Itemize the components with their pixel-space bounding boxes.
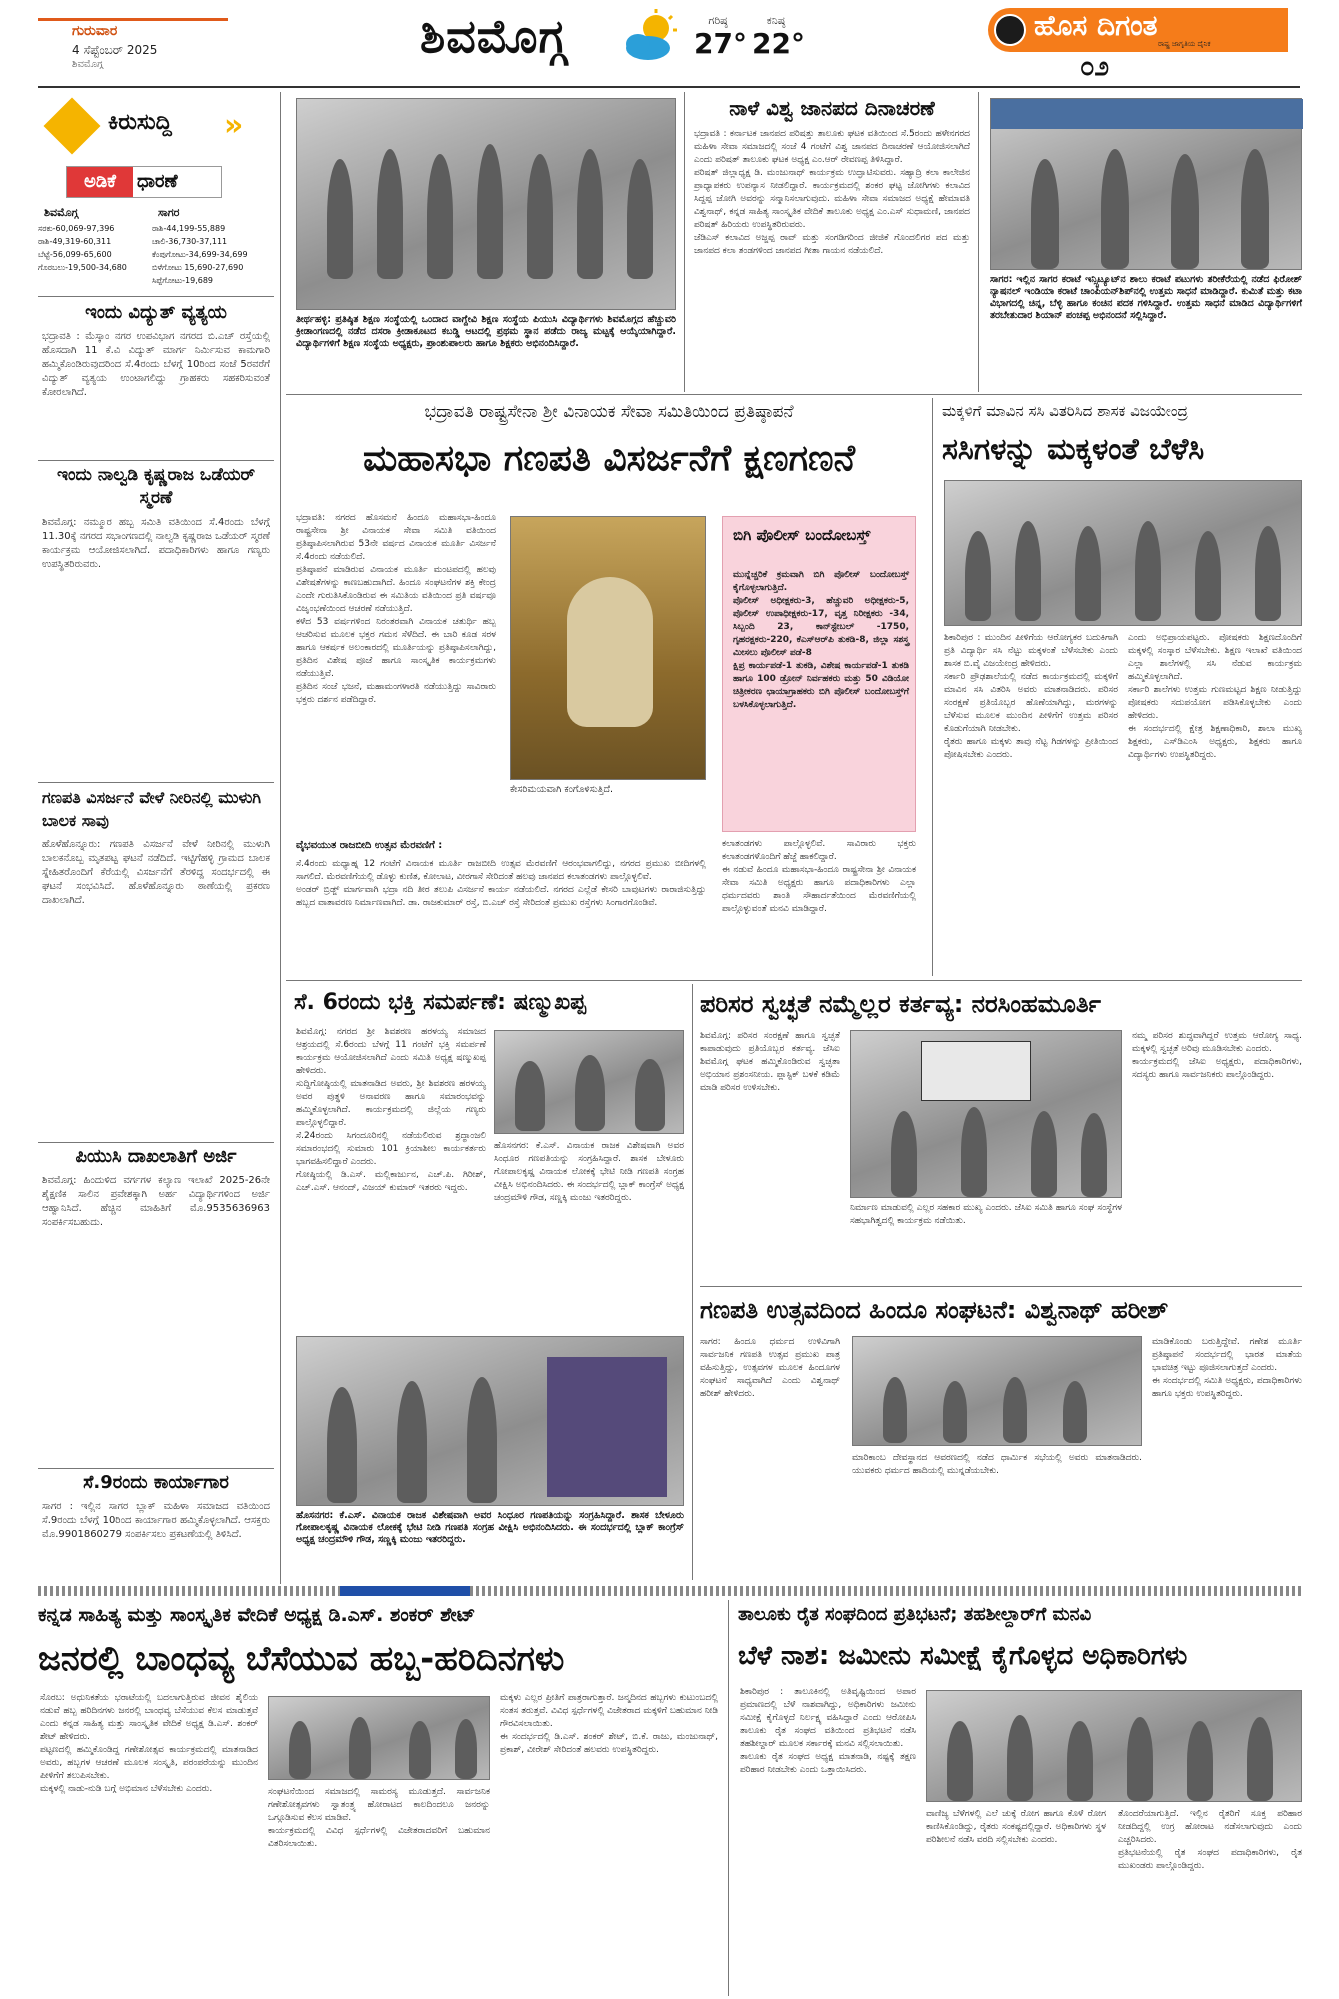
- jci-banner: [921, 1041, 1031, 1101]
- festival-kicker: ಕನ್ನಡ ಸಾಹಿತ್ಯ ಮತ್ತು ಸಾಂಸ್ಕೃತಿಕ ವೇದಿಕೆ ಅಧ್ಯಕ್ಷ ಡಿ.ಎಸ್. ಶಂಕರ್ ಶೇಟ್: [38, 1604, 476, 1626]
- hindu-unity-headline: ಗಣಪತಿ ಉತ್ಸವದಿಂದ ಹಿಂದೂ ಸಂಘಟನೆ: ವಿಶ್ವನಾಥ್ ಹರೀಶ್: [700, 1296, 1169, 1324]
- logo-emblem-icon: [994, 14, 1026, 46]
- max-temp-block: [694, 14, 747, 70]
- ganapati-idol-photo: [510, 516, 706, 780]
- price-list-left: ಸರಕು-60,069-97,396 ರಾಶಿ-49,319-60,311 ಬೆಟ್ಟೆ-56,099-65,600 ಗೊರಬಲು-19,500-34,680: [38, 224, 127, 272]
- max-temp-value: 27°: [694, 27, 747, 60]
- row-rule: [700, 1286, 1302, 1287]
- lead-kicker: ಭದ್ರಾವತಿ ರಾಷ್ಟ್ರಸೇನಾ ಶ್ರೀ ವಿನಾಯಕ ಸೇವಾ ಸಮಿತಿಯಿಂದ ಪ್ರತಿಷ್ಠಾಪನೆ: [424, 402, 794, 422]
- sidebar-divider: [280, 92, 281, 1584]
- farmers-protest-photo: [926, 1690, 1302, 1802]
- divider: [38, 1142, 274, 1143]
- column-divider: [978, 92, 979, 392]
- masthead-title: ಶಿವಮೊಗ್ಗ: [420, 9, 567, 63]
- city-label: ಶಿವಮೊಗ್ಗ: [72, 59, 104, 70]
- police-box-body: ಮುನ್ನೆಚ್ಚರಿಕೆ ಕ್ರಮವಾಗಿ ಬಿಗಿ ಪೊಲೀಸ್ ಬಂದೋಬಸ್ತ್ ಕೈಗೊಳ್ಳಲಾಗುತ್ತಿದೆ. ಪೊಲೀಸ್ ಅಧೀಕ್ಷಕರು-3, ಹೆಚ್ಚುವರಿ ಅಧೀಕ್ಷಕರು-5, ಪೊಲೀಸ್ ಉಪಾಧೀಕ್ಷಕರು-17, ವೃತ್ತ ನಿರೀಕ್ಷಕರು -34, ಸಿಬ್ಬಂದಿ 23, ಕಾನ್‌ಸ್ಟೇಬಲ್ -1750, ಗೃಹರಕ್ಷಕರು-220, ಕೆಎಸ್‌ಆರ್‌ಪಿ ತುಕಡಿ-8, ಜಿಲ್ಲಾ ಸಶಸ್ತ್ರ ಮೀಸಲು ಪೊಲೀಸ್ ಪಡೆ-8 ಕ್ಷಿಪ್ರ ಕಾರ್ಯಪಡೆ-1 ತುಕಡಿ, ವಿಶೇಷ ಕಾರ್ಯಪಡೆ-1 ತುಕಡಿ ಹಾಗೂ 100 ಡ್ರೋನ್ ನಿರ್ವಹಕರು ಮತ್ತು 50 ವಿಡಿಯೋ ಚಿತ್ರೀಕರಣ ಛಾಯಾಗ್ರಾಹಕರು ಬಿಗಿ ಪೊಲೀಸ್ ಬಂದೋಬಸ್ತ್‌ಗೆ ಬಳಸಿಕೊಳ್ಳಲಾಗುತ್ತಿದೆ.: [733, 570, 909, 710]
- police-box: [722, 516, 916, 832]
- max-temp-label: ಗರಿಷ್ಠ: [708, 14, 728, 27]
- sidebar: [38, 92, 274, 1584]
- sapling-body-col2: ಎಂದು ಅಭಿಪ್ರಾಯಪಟ್ಟರು. ಪೋಷಕರು ಶಿಕ್ಷಣದೊಂದಿಗೆ ಮಕ್ಕಳಲ್ಲಿ ಸಂಸ್ಕಾರ ಬೆಳೆಸಬೇಕು. ಶಿಕ್ಷಣ ಇಲಾಖೆ ವತಿಯಿಂದ ಎಲ್ಲಾ ಶಾಲೆಗಳಲ್ಲಿ ಸಸಿ ನೆಡುವ ಕಾರ್ಯಕ್ರಮ ಹಮ್ಮಿಕೊಳ್ಳಲಾಗಿದೆ. ಸರ್ಕಾರಿ ಶಾಲೆಗಳು ಉತ್ತಮ ಗುಣಮಟ್ಟದ ಶಿಕ್ಷಣ ನೀಡುತ್ತಿದ್ದು ಪೋಷಕರು ಸದುಪಯೋಗ ಪಡಿಸಿಕೊಳ್ಳಬೇಕು ಎಂದು ಹೇಳಿದರು. ಈ ಸಂದರ್ಭದಲ್ಲಿ ಕ್ಷೇತ್ರ ಶಿಕ್ಷಣಾಧಿಕಾರಿ, ಶಾಲಾ ಮುಖ್ಯ ಶಿಕ್ಷಕರು, ಎಸ್‌ಡಿಎಂಸಿ ಅಧ್ಯಕ್ಷರು, ಶಿಕ್ಷಕರು ಹಾಗೂ ವಿದ್ಯಾರ್ಥಿಗಳು ಉಪಸ್ಥಿತರಿದ್ದರು.: [1128, 633, 1302, 760]
- date-block: [38, 18, 228, 70]
- sapling-distribution-photo: [944, 480, 1302, 626]
- hindu-unity-body-b: ಮಾರಿಕಾಂಬ ದೇವಸ್ಥಾನದ ಆವರಣದಲ್ಲಿ ನಡೆದ ಧಾರ್ಮಿಕ ಸಭೆಯಲ್ಲಿ ಅವರು ಮಾತನಾಡಿದರು. ಯುವಕರು ಧರ್ಮದ ಹಾದಿಯಲ್ಲಿ ಮುನ್ನಡೆಯಬೇಕು.: [852, 1453, 1145, 1476]
- date-label: 4 ಸೆಪ್ಟೆಂಬರ್ 2025: [72, 43, 158, 57]
- jci-cleanliness-photo: [850, 1030, 1122, 1198]
- festival-prize-photo: [268, 1696, 490, 1780]
- karate-photo-caption: ಸಾಗರ: ಇಲ್ಲಿನ ಸಾಗರ ಕರಾಟೆ ಇನ್ಸ್ಟಿಟ್ಯೂಟ್‌ನ ಶಾಲು ಕರಾಟೆ ಪಟುಗಳು ತರೀಕೆರೆಯಲ್ಲಿ ನಡೆದ ಫಿರೋಶ್ ನ್ಯಾಷನಲ್ ಇಂಡಿಯಾ ಕರಾಟೆ ಚಾಂಪಿಯನ್‌ಶಿಪ್‌ನಲ್ಲಿ ಉತ್ತಮ ಸಾಧನೆ ಮಾಡಿದ್ದಾರೆ. ಕುಮಿತೆ ಮತ್ತು ಕಟಾ ವಿಭಾಗದಲ್ಲಿ ಚಿನ್ನ, ಬೆಳ್ಳಿ ಹಾಗೂ ಕಂಚಿನ ಪದಕ ಗಳಿಸಿದ್ದಾರೆ. ಉತ್ತಮ ಸಾಧನೆ ಮಾಡಿದ ವಿದ್ಯಾರ್ಥಿಗಳಿಗೆ ತರಬೇತುದಾರ ಶಿಯಾನ್ ಪಂಚಪ್ಪ ಅಭಿನಂದನೆ ಸಲ್ಲಿಸಿದ್ದಾರೆ.: [990, 274, 1306, 321]
- divider: [38, 1468, 274, 1469]
- weekday-label: ಗುರುವಾರ: [72, 23, 118, 39]
- divider: [38, 296, 274, 297]
- brief-body-wodeyar: ಶಿವಮೊಗ್ಗ: ನಮ್ಮೂರ ಹಬ್ಬ ಸಮಿತಿ ವತಿಯಿಂದ ಸೆ.4ರಂದು ಬೆಳಗ್ಗೆ 11.30ಕ್ಕೆ ನಗರದ ಸಭಾಂಗಣದಲ್ಲಿ ನಾಲ್ವಡಿ ಕೃಷ್ಣರಾಜ ಒಡೆಯರ್ ಸ್ಮರಣೆ ಕಾರ್ಯಕ್ರಮ ಆಯೋಜಿಸಲಾಗಿದೆ. ಪದಾಧಿಕಾರಿಗಳು ಹಾಗೂ ಗಣ್ಯರು ಉಪಸ್ಥಿತರಿರುವರು.: [42, 517, 274, 570]
- hindu-unity-body-a: ಸಾಗರ: ಹಿಂದೂ ಧರ್ಮದ ಉಳಿವಿಗಾಗಿ ಸಾರ್ವಜನಿಕ ಗಣಪತಿ ಉತ್ಸವ ಪ್ರಮುಖ ಪಾತ್ರ ವಹಿಸುತ್ತಿದ್ದು, ಉತ್ಸವಗಳ ಮೂಲಕ ಹಿಂದೂಗಳ ಸಂಘಟನೆ ಸಾಧ್ಯವಾಗಿದೆ ಎಂದು ವಿಶ್ವನಾಥ್ ಹರೀಶ್ ಹೇಳಿದರು.: [700, 1337, 843, 1399]
- row-rule: [286, 980, 1302, 981]
- divider: [38, 782, 274, 783]
- column-divider: [692, 984, 693, 1580]
- ganapati-collection-photo: [296, 1336, 684, 1506]
- hindu-unity-body-c: ಮಾಡಿಕೊಂಡು ಬರುತ್ತಿದ್ದೇವೆ. ಗಣೇಶ ಮೂರ್ತಿ ಪ್ರತಿಷ್ಠಾಪನೆ ಸಂದರ್ಭದಲ್ಲಿ ಭಾರತ ಮಾತೆಯ ಭಾವಚಿತ್ರ ಇಟ್ಟು ಪೂಜಿಸಲಾಗುತ್ತದೆ ಎಂದರು. ಈ ಸಂದರ್ಭದಲ್ಲಿ ಸಮಿತಿ ಅಧ್ಯಕ್ಷರು, ಪದಾಧಿಕಾರಿಗಳು ಹಾಗೂ ಭಕ್ತರು ಉಪಸ್ಥಿತರಿದ್ದರು.: [1152, 1337, 1302, 1399]
- devotion-headline: ಸೆ. 6ರಂದು ಭಕ್ತಿ ಸಮರ್ಪಣೆ: ಷಣ್ಮುಖಪ್ಪ: [294, 990, 586, 1015]
- cleanliness-body-c: ನಮ್ಮ ಪರಿಸರ ಶುದ್ಧವಾಗಿದ್ದರೆ ಉತ್ತಮ ಆರೋಗ್ಯ ಸಾಧ್ಯ. ಮಕ್ಕಳಲ್ಲಿ ಸ್ವಚ್ಛತೆ ಅರಿವು ಮೂಡಿಸಬೇಕು ಎಂದರು. ಕಾರ್ಯಕ್ರಮದಲ್ಲಿ ಜೆಸಿಐ ಅಧ್ಯಕ್ಷರು, ಪದಾಧಿಕಾರಿಗಳು, ಸದಸ್ಯರು ಹಾಗೂ ಸಾರ್ವಜನಿಕರು ಪಾಲ್ಗೊಂಡಿದ್ದರು.: [1132, 1031, 1302, 1080]
- farmers-body-c: ತೊಂದರೆಯಾಗುತ್ತಿದೆ. ಇಲ್ಲಿನ ರೈತರಿಗೆ ಸೂಕ್ತ ಪರಿಹಾರ ನೀಡದಿದ್ದಲ್ಲಿ ಉಗ್ರ ಹೋರಾಟ ನಡೆಸಲಾಗುವುದು ಎಂದು ಎಚ್ಚರಿಸಿದರು. ಪ್ರತಿಭಟನೆಯಲ್ಲಿ ರೈತ ಸಂಘದ ಪದಾಧಿಕಾರಿಗಳು, ರೈತ ಮುಖಂಡರು ಪಾಲ್ಗೊಂಡಿದ್ದರು.: [1118, 1809, 1302, 1871]
- lead-subhead: ವೈಭವಯುತ ರಾಜಬೀದಿ ಉತ್ಸವ ಮೆರವಣಿಗೆ :: [296, 840, 443, 851]
- column-divider: [932, 398, 933, 976]
- festival-body-b: ಸಂಘಟನೆಯಿಂದ ಸಮಾಜದಲ್ಲಿ ಸಾಮರಸ್ಯ ಮೂಡುತ್ತದೆ. ಸಾರ್ವಜನಿಕ ಗಣೇಶೋತ್ಸವಗಳು ಸ್ವಾತಂತ್ರ್ಯ ಹೋರಾಟದ ಕಾಲದಿಂದಲೂ ಜನರನ್ನು ಒಗ್ಗೂಡಿಸುವ ಕೆಲಸ ಮಾಡಿವೆ. ಕಾರ್ಯಕ್ರಮದಲ್ಲಿ ವಿವಿಧ ಸ್ಪರ್ಧೆಗಳಲ್ಲಿ ವಿಜೇತರಾದವರಿಗೆ ಬಹುಮಾನ ವಿತರಿಸಲಾಯಿತು.: [268, 1787, 490, 1849]
- poster-board: [547, 1357, 667, 1497]
- police-box-title: ಬಿಗಿ ಪೊಲೀಸ್ ಬಂದೋಬಸ್ತ್: [733, 526, 871, 544]
- column-divider: [728, 1600, 729, 1996]
- brief-title-drowning: ಗಣಪತಿ ವಿಸರ್ಜನೆ ವೇಳೆ ನೀರಿನಲ್ಲಿ ಮುಳುಗಿ ಬಾಲಕ ಸಾವು: [42, 788, 262, 830]
- folk-day-body: ಭದ್ರಾವತಿ : ಕರ್ನಾಟಕ ಜಾನಪದ ಪರಿಷತ್ತು ತಾಲೂಕು ಘಟಕ ವತಿಯಿಂದ ಸೆ.5ರಂದು ಹಳೇನಗರದ ಮಹಿಳಾ ಸೇವಾ ಸಮಾಜದಲ್ಲಿ ಸಂಜೆ 4 ಗಂಟೆಗೆ ವಿಶ್ವ ಜಾನಪದ ದಿನಾಚರಣೆ ಆಯೋಜಿಸಲಾಗಿದೆ ಎಂದು ಪರಿಷತ್ ತಾಲೂಕು ಘಟಕ ಅಧ್ಯಕ್ಷ ಎಂ.ಆರ್ ರೇವಣಪ್ಪ ತಿಳಿಸಿದ್ದಾರೆ. ಪರಿಷತ್ ಜಿಲ್ಲಾಧ್ಯಕ್ಷ ಡಿ. ಮಂಜುನಾಥ್ ಕಾರ್ಯಕ್ರಮ ಉದ್ಘಾಟಿಸುವರು. ಸಹ್ಯಾದ್ರಿ ಕಲಾ ಕಾಲೇಜಿನ ಪ್ರಾಧ್ಯಾಪಕರು ಉಪನ್ಯಾಸ ನೀಡಲಿದ್ದಾರೆ. ಕಾರ್ಯಕ್ರಮದಲ್ಲಿ ಶಂಕರ ಘಟ್ಟ ಜೋಗಿಗಳು ಕಲಾವಿದ ಸಿದ್ದಪ್ಪ ಜೋಗಿ ಅವರನ್ನು ಸನ್ಮಾನಿಸಲಾಗುವುದು. ಮಹಿಳಾ ಸೇವಾ ಸಮಾಜದ ಅಧ್ಯಕ್ಷೆ ಹೇಮಾವತಿ ವಿಶ್ವನಾಥ್, ಕನ್ನಡ ಸಾಹಿತ್ಯ ಸಾಂಸ್ಕೃತಿಕ ವೇದಿಕೆ ತಾಲೂಕು ಅಧ್ಯಕ್ಷ ಎಂ.ಎಸ್ ಸುಧಾಮಣಿ, ಜಾನಪದ ಪರಿಷತ್ ಹಿರಿಯರು ಉಪಸ್ಥಿತರಿರುವರು. ಜೆಡಿಎಸ್ ಕಲಾವಿದ ಅಜ್ಜಪ್ಪ ರಾವ್ ಮತ್ತು ಸಂಗಡಿಗರಿಂದ ಜೀಜಿಕೆ ಗೊಂದಲಿಗರ ಪದ ಮತ್ತು ಜಾನಪದ ಕಲಾ ತಂಡಗಳಿಂದ ಜಾನಪದ ಗೀತಾ ಗಾಯನ ನಡೆಯಲಿದೆ.: [694, 129, 970, 256]
- banner-strip: [991, 99, 1303, 129]
- chevron-right-icon: »: [224, 108, 244, 143]
- market-right-name: ಸಾಗರ: [158, 206, 180, 219]
- paper-logo: [988, 8, 1288, 52]
- bottom-band-accent: [340, 1586, 470, 1596]
- cleanliness-body-a: ಶಿವಮೊಗ್ಗ: ಪರಿಸರ ಸಂರಕ್ಷಣೆ ಹಾಗೂ ಸ್ವಚ್ಛತೆ ಕಾಪಾಡುವುದು ಪ್ರತಿಯೊಬ್ಬರ ಕರ್ತವ್ಯ. ಜೆಸಿಐ ಶಿವಮೊಗ್ಗ ಘಟಕ ಹಮ್ಮಿಕೊಂಡಿರುವ ಸ್ವಚ್ಛತಾ ಅಭಿಯಾನ ಪ್ರಶಂಸನೀಯ. ಪ್ಲಾಸ್ಟಿಕ್ ಬಳಕೆ ಕಡಿಮೆ ಮಾಡಿ ಪರಿಸರ ಉಳಿಸಬೇಕು.: [700, 1031, 843, 1093]
- brief-title-workshop: ಸೆ.9ರಂದು ಕಾರ್ಯಾಗಾರ: [83, 1472, 229, 1493]
- weather-icon: [622, 8, 682, 64]
- farmers-headline: ಬೆಳೆ ನಾಶ: ಜಮೀನು ಸಮೀಕ್ಷೆ ಕೈಗೊಳ್ಳದ ಅಧಿಕಾರಿಗಳು: [738, 1641, 1188, 1671]
- price-list-right: ರಾಶಿ-44,199-55,889 ಚಾಲಿ-36,730-37,111 ಕೆಂಪುಗೋಟು-34,699-34,699 ಬಿಳೆಗೋಟು 15,690-27,690 ಸಿಪ್ಪೆಗೋಟು-19,689: [152, 224, 248, 285]
- brief-body-workshop: ಸಾಗರ : ಇಲ್ಲಿನ ಸಾಗರ ಬ್ಲಾಕ್ ಮಹಿಳಾ ಸಮಾಜದ ವತಿಯಿಂದ ಸೆ.9ರಂದು ಬೆಳಗ್ಗೆ 10ರಿಂದ ಕಾರ್ಯಾಗಾರ ಹಮ್ಮಿಕೊಳ್ಳಲಾಗಿದೆ. ಆಸಕ್ತರು ಮೊ.9901860279 ಸಂಪರ್ಕಿಸಲು ಪ್ರಕಟಣೆಯಲ್ಲಿ ತಿಳಿಸಿದೆ.: [42, 1501, 274, 1540]
- farmers-kicker: ತಾಲೂಕು ರೈತ ಸಂಘದಿಂದ ಪ್ರತಿಭಟನೆ; ತಹಶೀಲ್ದಾರ್‌ಗೆ ಮನವಿ: [738, 1604, 1092, 1625]
- farmers-body-b: ವಾಣಿಜ್ಯ ಬೆಳೆಗಳಲ್ಲಿ ಎಲೆ ಚುಕ್ಕೆ ರೋಗ ಹಾಗೂ ಕೊಳೆ ರೋಗ ಕಾಣಿಸಿಕೊಂಡಿದ್ದು, ರೈತರು ಸಂಕಷ್ಟದಲ್ಲಿದ್ದಾರೆ. ಅಧಿಕಾರಿಗಳು ಸ್ಥಳ ಪರಿಶೀಲನೆ ನಡೆಸಿ ವರದಿ ಸಲ್ಲಿಸಬೇಕು ಎಂದರು.: [926, 1809, 1109, 1845]
- religious-meeting-photo: [852, 1336, 1142, 1446]
- lead-body-col2: ಸೆ.4ರಂದು ಮಧ್ಯಾಹ್ನ 12 ಗಂಟೆಗೆ ವಿನಾಯಕ ಮೂರ್ತಿ ರಾಜಬೀದಿ ಉತ್ಸವ ಮೆರವಣಿಗೆ ಆರಂಭವಾಗಲಿದ್ದು, ನಗರದ ಪ್ರಮುಖ ಬೀದಿಗಳಲ್ಲಿ ಸಾಗಲಿದೆ. ಮೆರವಣಿಗೆಯಲ್ಲಿ ಡೊಳ್ಳು ಕುಣಿತ, ಕೋಲಾಟ, ವೀರಗಾಸೆ ಸೇರಿದಂತೆ ಹಲವು ಜಾನಪದ ಕಲಾತಂಡಗಳು ಪಾಲ್ಗೊಳ್ಳಲಿವೆ. ಅಂಡರ್ ಬ್ರಿಡ್ಜ್ ಮಾರ್ಗವಾಗಿ ಭದ್ರಾ ನದಿ ತೀರ ತಲುಪಿ ವಿಸರ್ಜನೆ ಕಾರ್ಯ ನಡೆಯಲಿದೆ. ನಗರದ ಎಲ್ಲೆಡೆ ಕೇಸರಿ ಬಾವುಟಗಳು ರಾರಾಜಿಸುತ್ತಿದ್ದು ಹಬ್ಬದ ವಾತಾವರಣ ನಿರ್ಮಾಣವಾಗಿದೆ. ಡಾ. ರಾಜಕುಮಾರ್ ರಸ್ತೆ, ಬಿ.ಎಚ್ ರಸ್ತೆ ಸೇರಿದಂತೆ ಪ್ರಮುಖ ರಸ್ತೆಗಳು ಸಿಂಗಾರಗೊಂಡಿವೆ.: [296, 859, 706, 908]
- brief-title-power: ಇಂದು ವಿದ್ಯುತ್ ವ್ಯತ್ಯಯ: [85, 302, 227, 323]
- hand-pointer-icon: [43, 97, 100, 154]
- kirusuddi-banner: [44, 98, 266, 154]
- ganapati-collection-caption: ಹೊಸನಗರ: ಕೆ.ಎಸ್. ವಿನಾಯಕ ರಾಜಕ ವಿಶೇಷವಾಗಿ ಅವರ ಸಿಂಧೂರ ಗಣಪತಿಯನ್ನು ಸಂಗ್ರಹಿಸಿದ್ದಾರೆ. ಶಾಸಕ ಬೇಳೂರು ಗೋಪಾಲಕೃಷ್ಣ ವಿನಾಯಕ ಲೋಕಕ್ಕೆ ಭೇಟಿ ನೀಡಿ ಗಣಪತಿ ಸಂಗ್ರಹ ವೀಕ್ಷಿಸಿ ಅಭಿನಂದಿಸಿದರು. ಈ ಸಂದರ್ಭದಲ್ಲಿ ಬ್ಲಾಕ್ ಕಾಂಗ್ರೆಸ್ ಅಧ್ಯಕ್ಷ ಚಂದ್ರಮೌಳಿ ಗೌಡ, ಸಣ್ಣಕ್ಕಿ ಮಂಜು ಇತರರಿದ್ದರು.: [296, 1510, 688, 1545]
- karate-champions-photo: [990, 98, 1302, 270]
- row-rule: [286, 394, 1302, 395]
- press-meet-photo: [494, 1030, 684, 1134]
- brief-title-wodeyar: ಇಂದು ನಾಲ್ವಡಿ ಕೃಷ್ಣರಾಜ ಒಡೆಯರ್ ಸ್ಮರಣೆ: [56, 465, 256, 508]
- divider: [38, 460, 274, 461]
- brief-body-drowning: ಹೊಳೆಹೊನ್ನೂರು: ಗಣಪತಿ ವಿಸರ್ಜನೆ ವೇಳೆ ನೀರಿನಲ್ಲಿ ಮುಳುಗಿ ಬಾಲಕನೊಬ್ಬ ಮೃತಪಟ್ಟ ಘಟನೆ ನಡೆದಿದೆ. ಇಟ್ಟಿಗೆಹಳ್ಳಿ ಗ್ರಾಮದ ಬಾಲಕ ಸ್ನೇಹಿತರೊಂದಿಗೆ ಕೆರೆಯಲ್ಲಿ ವಿಸರ್ಜನೆಗೆ ತೆರಳಿದ್ದ ಸಂದರ್ಭದಲ್ಲಿ ಈ ಘಟನೆ ಸಂಭವಿಸಿದೆ. ಹೊಳೆಹೊನ್ನೂರು ಠಾಣೆಯಲ್ಲಿ ಪ್ರಕರಣ ದಾಖಲಾಗಿದೆ.: [42, 839, 274, 906]
- column-divider: [684, 92, 685, 392]
- paper-name: ಹೊಸ ದಿಗಂತ: [1034, 9, 1158, 42]
- paper-tagline: ರಾಷ್ಟ್ರ ಜಾಗೃತಿಯ ದೈನಿಕ: [1158, 40, 1211, 48]
- dharane-label: ಧಾರಣೆ: [137, 171, 178, 192]
- devotion-body: ಶಿವಮೊಗ್ಗ: ನಗರದ ಶ್ರೀ ಶಿವಶರಣ ಹರಳಯ್ಯ ಸಮಾಜದ ಆಶ್ರಯದಲ್ಲಿ ಸೆ.6ರಂದು ಬೆಳಗ್ಗೆ 11 ಗಂಟೆಗೆ ಭಕ್ತಿ ಸಮರ್ಪಣೆ ಕಾರ್ಯಕ್ರಮ ಆಯೋಜಿಸಲಾಗಿದೆ ಎಂದು ಸಮಿತಿ ಅಧ್ಯಕ್ಷ ಷಣ್ಮುಖಪ್ಪ ಹೇಳಿದರು. ಸುದ್ದಿಗೋಷ್ಠಿಯಲ್ಲಿ ಮಾತನಾಡಿದ ಅವರು, ಶ್ರೀ ಶಿವಶರಣ ಹರಳಯ್ಯ ಅವರ ಪುತ್ಥಳಿ ಅನಾವರಣ ಹಾಗೂ ಸಮಾರಂಭವನ್ನು ಹಮ್ಮಿಕೊಳ್ಳಲಾಗಿದೆ. ಕಾರ್ಯಕ್ರಮದಲ್ಲಿ ಜಿಲ್ಲೆಯ ಗಣ್ಯರು ಪಾಲ್ಗೊಳ್ಳಲಿದ್ದಾರೆ. ಸೆ.24ರಂದು ಸಿಗಂದೂರಿನಲ್ಲಿ ನಡೆಯಲಿರುವ ಶ್ರದ್ಧಾಂಜಲಿ ಸಮಾರಂಭದಲ್ಲಿ ಸುಮಾರು 101 ಕ್ರಿಯಾಶೀಲ ಕಾರ್ಯಕರ್ತರು ಭಾಗವಹಿಸಲಿದ್ದಾರೆ ಎಂದರು. ಗೋಷ್ಠಿಯಲ್ಲಿ ಡಿ.ಎಸ್. ಮಲ್ಲಿಕಾರ್ಜುನ, ಎಚ್.ಪಿ. ಗಿರೀಶ್, ಎಚ್.ಎಸ್. ಆನಂದ್, ವಿಜಯ್ ಕುಮಾರ್ ಇತರರು ಇದ್ದರು.: [296, 1027, 486, 1193]
- devotion-body-continued: ಹೊಸನಗರ: ಕೆ.ಎಸ್. ವಿನಾಯಕ ರಾಜಕ ವಿಶೇಷವಾಗಿ ಅವರ ಸಿಂಧೂರ ಗಣಪತಿಯನ್ನು ಸಂಗ್ರಹಿಸಿದ್ದಾರೆ. ಶಾಸಕ ಬೇಳೂರು ಗೋಪಾಲಕೃಷ್ಣ ವಿನಾಯಕ ಲೋಕಕ್ಕೆ ಭೇಟಿ ನೀಡಿ ಗಣಪತಿ ಸಂಗ್ರಹ ವೀಕ್ಷಿಸಿ ಅಭಿನಂದಿಸಿದರು. ಈ ಸಂದರ್ಭದಲ್ಲಿ ಬ್ಲಾಕ್ ಕಾಂಗ್ರೆಸ್ ಅಧ್ಯಕ್ಷ ಚಂದ್ರಮೌಳಿ ಗೌಡ, ಸಣ್ಣಕ್ಕಿ ಮಂಜು ಇತರರಿದ್ದರು.: [494, 1141, 687, 1203]
- header-rule: [38, 86, 1300, 88]
- lead-body-col3: ಕಲಾತಂಡಗಳು ಪಾಲ್ಗೊಳ್ಳಲಿವೆ. ಸಾವಿರಾರು ಭಕ್ತರು ಕಲಾತಂಡಗಳೊಂದಿಗೆ ಹೆಜ್ಜೆ ಹಾಕಲಿದ್ದಾರೆ. ಈ ನಡುವೆ ಹಿಂದೂ ಮಹಾಸಭಾ-ಹಿಂದೂ ರಾಷ್ಟ್ರಸೇನಾ ಶ್ರೀ ವಿನಾಯಕ ಸೇವಾ ಸಮಿತಿ ಅಧ್ಯಕ್ಷರು ಹಾಗೂ ಪದಾಧಿಕಾರಿಗಳು ಎಲ್ಲಾ ಧರ್ಮದವರು ಶಾಂತಿ ಸೌಹಾರ್ದತೆಯಿಂದ ಮೆರವಣಿಗೆಯಲ್ಲಿ ಪಾಲ್ಗೊಳ್ಳುವಂತೆ ಮನವಿ ಮಾಡಿದ್ದಾರೆ.: [722, 839, 916, 914]
- kabaddi-photo-caption: ತೀರ್ಥಹಳ್ಳಿ: ಪ್ರತಿಷ್ಠಿತ ಶಿಕ್ಷಣ ಸಂಸ್ಥೆಯಲ್ಲಿ ಒಂದಾದ ವಾಗ್ದೇವಿ ಶಿಕ್ಷಣ ಸಂಸ್ಥೆಯ ಪಿಯುಸಿ ವಿದ್ಯಾರ್ಥಿಗಳು ಶಿವಮೊಗ್ಗದ ಹೆಚ್ಚುವರಿ ಕ್ರೀಡಾಂಗಣದಲ್ಲಿ ನಡೆದ ದಸರಾ ಕ್ರೀಡಾಕೂಟದ ಕಬಡ್ಡಿ ಆಟದಲ್ಲಿ ಪ್ರಥಮ ಸ್ಥಾನ ಪಡೆದು ರಾಜ್ಯ ಮಟ್ಟಕ್ಕೆ ಆಯ್ಕೆಯಾಗಿದ್ದಾರೆ. ವಿದ್ಯಾರ್ಥಿಗಳಿಗೆ ಶಿಕ್ಷಣ ಸಂಸ್ಥೆಯ ಅಧ್ಯಕ್ಷರು, ಪ್ರಾಂಶುಪಾಲರು ಹಾಗೂ ಶಿಕ್ಷಕರು ಅಭಿನಂದಿಸಿದ್ದಾರೆ.: [296, 314, 680, 349]
- idol-figure: [567, 577, 653, 727]
- sapling-body-col1: ಶಿಕಾರಿಪುರ : ಮುಂದಿನ ಪೀಳಿಗೆಯ ಆರೋಗ್ಯಕರ ಬದುಕಿಗಾಗಿ ಪ್ರತಿ ವಿದ್ಯಾರ್ಥಿ ಸಸಿ ನೆಟ್ಟು ಮಕ್ಕಳಂತೆ ಬೆಳೆಸಬೇಕು ಎಂದು ಶಾಸಕ ಬಿ.ವೈ ವಿಜಯೇಂದ್ರ ಹೇಳಿದರು. ಸರ್ಕಾರಿ ಪ್ರೌಢಶಾಲೆಯಲ್ಲಿ ನಡೆದ ಕಾರ್ಯಕ್ರಮದಲ್ಲಿ ಮಕ್ಕಳಿಗೆ ಮಾವಿನ ಸಸಿ ವಿತರಿಸಿ ಅವರು ಮಾತನಾಡಿದರು. ಪರಿಸರ ಸಂರಕ್ಷಣೆ ಪ್ರತಿಯೊಬ್ಬರ ಹೊಣೆಯಾಗಿದ್ದು, ಮರಗಳನ್ನು ಬೆಳೆಸುವ ಮೂಲಕ ಮುಂದಿನ ಪೀಳಿಗೆಗೆ ಉತ್ತಮ ಪರಿಸರ ಕೊಡುಗೆಯಾಗಿ ನೀಡಬೇಕು. ರೈತರು ಹಾಗೂ ಮಕ್ಕಳು ತಾವು ನೆಟ್ಟ ಗಿಡಗಳನ್ನು ಪ್ರೀತಿಯಿಂದ ಪೋಷಿಸಬೇಕು ಎಂದರು.: [944, 633, 1118, 760]
- brief-body-power: ಭದ್ರಾವತಿ : ಮೆಸ್ಕಾಂ ನಗರ ಉಪವಿಭಾಗ ನಗರದ ಬಿ.ಎಚ್ ರಸ್ತೆಯಲ್ಲಿ ಹೊಸದಾಗಿ 11 ಕೆ.ವಿ ವಿದ್ಯುತ್ ಮಾರ್ಗ ನಿರ್ಮಿಸುವ ಕಾಮಗಾರಿ ಹಮ್ಮಿಕೊಂಡಿರುವುದರಿಂದ ಸೆ.4ರಂದು ಬೆಳಗ್ಗೆ 10ರಿಂದ ಸಂಜೆ 5ರವರೆಗೆ ವಿದ್ಯುತ್ ವ್ಯತ್ಯಯ ಉಂಟಾಗಲಿದ್ದು ಗ್ರಾಹಕರು ಸಹಕರಿಸುವಂತೆ ಕೋರಲಾಗಿದೆ.: [42, 331, 274, 398]
- brief-body-puc: ಶಿವಮೊಗ್ಗ: ಹಿಂದುಳಿದ ವರ್ಗಗಳ ಕಲ್ಯಾಣ ಇಲಾಖೆ 2025-26ನೇ ಶೈಕ್ಷಣಿಕ ಸಾಲಿನ ಪ್ರವೇಶಕ್ಕಾಗಿ ಅರ್ಹ ವಿದ್ಯಾರ್ಥಿಗಳಿಂದ ಅರ್ಜಿ ಆಹ್ವಾನಿಸಿದೆ. ಹೆಚ್ಚಿನ ಮಾಹಿತಿಗೆ ಮೊ.9535636963 ಸಂಪರ್ಕಿಸಬಹುದು.: [42, 1175, 274, 1228]
- page-number: ೦೨: [1080, 52, 1110, 82]
- festival-headline: ಜನರಲ್ಲಿ ಬಾಂಧವ್ಯ ಬೆಸೆಯುವ ಹಬ್ಬ-ಹರಿದಿನಗಳು: [38, 1639, 565, 1679]
- kabaddi-team-photo: [296, 98, 676, 310]
- festival-body-c: ಮಕ್ಕಳು ಎಲ್ಲರ ಪ್ರೀತಿಗೆ ಪಾತ್ರರಾಗುತ್ತಾರೆ. ಜನ್ಮದಿನದ ಹಬ್ಬಗಳು ಕುಟುಂಬದಲ್ಲಿ ಸಂತಸ ತರುತ್ತವೆ. ವಿವಿಧ ಸ್ಪರ್ಧೆಗಳಲ್ಲಿ ವಿಜೇತರಾದ ಮಕ್ಕಳಿಗೆ ಬಹುಮಾನ ನೀಡಿ ಗೌರವಿಸಲಾಯಿತು. ಈ ಸಂದರ್ಭದಲ್ಲಿ ಡಿ.ಎಸ್. ಶಂಕರ್ ಶೇಟ್, ಬಿ.ಕೆ. ರಾಜು, ಮಂಜುನಾಥ್, ಪ್ರಕಾಶ್, ವೀರೇಶ್ ಸೇರಿದಂತೆ ಹಲವರು ಉಪಸ್ಥಿತರಿದ್ದರು.: [500, 1693, 718, 1755]
- cleanliness-headline: ಪರಿಸರ ಸ್ವಚ್ಛತೆ ನಮ್ಮೆಲ್ಲರ ಕರ್ತವ್ಯ: ನರಸಿಂಹಮೂರ್ತಿ: [700, 990, 1101, 1018]
- sapling-headline: ಸಸಿಗಳನ್ನು ಮಕ್ಕಳಂತೆ ಬೆಳೆಸಿ: [942, 432, 1205, 467]
- lead-headline: ಮಹಾಸಭಾ ಗಣಪತಿ ವಿಸರ್ಜನೆಗೆ ಕ್ಷಣಗಣನೆ: [362, 438, 856, 479]
- cleanliness-body-b: ನಿರ್ಮಾಣ ಮಾಡುವಲ್ಲಿ ಎಲ್ಲರ ಸಹಕಾರ ಮುಖ್ಯ ಎಂದರು. ಜೆಸಿಐ ಸಮಿತಿ ಹಾಗೂ ಸಂಘ ಸಂಸ್ಥೆಗಳ ಸಹಭಾಗಿತ್ವದಲ್ಲಿ ಕಾರ್ಯಕ್ರಮ ನಡೆಯಿತು.: [850, 1203, 1125, 1226]
- min-temp-block: [752, 14, 805, 70]
- bottom-band-rule: [38, 1586, 1302, 1596]
- market-left-name: ಶಿವಮೊಗ್ಗ: [44, 206, 79, 219]
- idol-photo-caption: ಕೇಸರಿಮಯವಾಗಿ ಕಂಗೊಳಿಸುತ್ತಿದೆ.: [510, 784, 614, 795]
- lead-body-col1: ಭದ್ರಾವತಿ: ನಗರದ ಹೊಸಮನೆ ಹಿಂದೂ ಮಹಾಸಭಾ-ಹಿಂದೂ ರಾಷ್ಟ್ರಸೇನಾ ಶ್ರೀ ವಿನಾಯಕ ಸೇವಾ ಸಮಿತಿ ವತಿಯಿಂದ ಪ್ರತಿಷ್ಠಾಪಿಸಲಾಗಿರುವ 53ನೇ ವರ್ಷದ ವಿನಾಯಕ ಮೂರ್ತಿ ವಿಸರ್ಜನೆ ಸೆ.4ರಂದು ನಡೆಯಲಿದೆ. ಪ್ರತಿಷ್ಠಾಪನೆ ಮಾಡಿರುವ ವಿನಾಯಕ ಮೂರ್ತಿ ಮಂಟಪದಲ್ಲಿ ಹಲವು ವಿಶೇಷತೆಗಳನ್ನು ಕಾಣಬಹುದಾಗಿದೆ. ಹಿಂದೂ ಸಂಘಟನೆಗಳ ಶಕ್ತಿ ಕೇಂದ್ರ ಎಂದೇ ಗುರುತಿಸಿಕೊಂಡಿರುವ ಈ ಸಮಿತಿಯ ವತಿಯಿಂದ ಪ್ರತಿ ವರ್ಷವೂ ವಿಜೃಂಭಣೆಯಿಂದ ಆಚರಣೆ ನಡೆಯುತ್ತಿದೆ. ಕಳೆದ 53 ವರ್ಷಗಳಿಂದ ನಿರಂತರವಾಗಿ ವಿನಾಯಕ ಚತುರ್ಥಿ ಹಬ್ಬ ಆಚರಿಸುವ ಮೂಲಕ ಭಕ್ತರ ಗಮನ ಸೆಳೆದಿದೆ. ಈ ಬಾರಿ ಕೂಡ ಸರಳ ಹಾಗೂ ಆಕರ್ಷಕ ಅಲಂಕಾರದಲ್ಲಿ ಮೂರ್ತಿಯನ್ನು ಪ್ರತಿಷ್ಠಾಪಿಸಲಾಗಿದ್ದು, ಪ್ರತಿದಿನ ವಿಶೇಷ ಪೂಜೆ ಹಾಗೂ ಸಾಂಸ್ಕೃತಿಕ ಕಾರ್ಯಕ್ರಮಗಳು ನಡೆಯುತ್ತಿವೆ. ಪ್ರತಿದಿನ ಸಂಜೆ ಭಜನೆ, ಮಹಾಮಂಗಳಾರತಿ ನಡೆಯುತ್ತಿದ್ದು ಸಾವಿರಾರು ಭಕ್ತರು ದರ್ಶನ ಪಡೆದಿದ್ದಾರೆ.: [296, 513, 496, 705]
- masthead-bar: [0, 0, 1339, 86]
- adike-banner: [66, 166, 222, 198]
- sapling-kicker: ಮಕ್ಕಳಿಗೆ ಮಾವಿನ ಸಸಿ ವಿತರಿಸಿದ ಶಾಸಕ ವಿಜಯೇಂದ್ರ: [942, 402, 1188, 420]
- min-temp-label: ಕನಿಷ್ಠ: [766, 14, 786, 27]
- farmers-body-a: ಶಿಕಾರಿಪುರ : ತಾಲೂಕಿನಲ್ಲಿ ಅತಿವೃಷ್ಟಿಯಿಂದ ಅಪಾರ ಪ್ರಮಾಣದಲ್ಲಿ ಬೆಳೆ ನಾಶವಾಗಿದ್ದು, ಅಧಿಕಾರಿಗಳು ಜಮೀನು ಸಮೀಕ್ಷೆ ಕೈಗೊಳ್ಳದೆ ನಿರ್ಲಕ್ಷ್ಯ ವಹಿಸಿದ್ದಾರೆ ಎಂದು ಆರೋಪಿಸಿ ತಾಲೂಕು ರೈತ ಸಂಘದ ವತಿಯಿಂದ ಪ್ರತಿಭಟನೆ ನಡೆಸಿ ತಹಶೀಲ್ದಾರ್ ಮೂಲಕ ಸರ್ಕಾರಕ್ಕೆ ಮನವಿ ಸಲ್ಲಿಸಲಾಯಿತು. ತಾಲೂಕು ರೈತ ಸಂಘದ ಅಧ್ಯಕ್ಷ ಮಾತನಾಡಿ, ನಷ್ಟಕ್ಕೆ ತಕ್ಷಣ ಪರಿಹಾರ ನೀಡಬೇಕು ಎಂದು ಒತ್ತಾಯಿಸಿದರು.: [740, 1687, 916, 1775]
- kirusuddi-title: ಕಿರುಸುದ್ದಿ: [108, 110, 172, 135]
- adike-label: ಅಡಿಕೆ: [67, 167, 133, 197]
- brief-title-puc: ಪಿಯುಸಿ ದಾಖಲಾತಿಗೆ ಅರ್ಜಿ: [75, 1146, 237, 1167]
- folk-day-title: ನಾಳೆ ವಿಶ್ವ ಜಾನಪದ ದಿನಾಚರಣೆ: [729, 96, 935, 120]
- min-temp-value: 22°: [752, 27, 805, 60]
- festival-body-a: ಸೊರಬ: ಅಧುನಿಕತೆಯ ಭರಾಟೆಯಲ್ಲಿ ಬದಲಾಗುತ್ತಿರುವ ಜೀವನ ಶೈಲಿಯ ನಡುವೆ ಹಬ್ಬ ಹರಿದಿನಗಳು ಜನರಲ್ಲಿ ಬಾಂಧವ್ಯ ಬೆಸೆಯುವ ಕೆಲಸ ಮಾಡುತ್ತವೆ ಎಂದು ಕನ್ನಡ ಸಾಹಿತ್ಯ ಮತ್ತು ಸಾಂಸ್ಕೃತಿಕ ವೇದಿಕೆ ಅಧ್ಯಕ್ಷ ಡಿ.ಎಸ್. ಶಂಕರ್ ಶೇಟ್ ಹೇಳಿದರು. ಪಟ್ಟಣದಲ್ಲಿ ಹಮ್ಮಿಕೊಂಡಿದ್ದ ಗಣೇಶೋತ್ಸವ ಕಾರ್ಯಕ್ರಮದಲ್ಲಿ ಮಾತನಾಡಿದ ಅವರು, ಹಬ್ಬಗಳ ಆಚರಣೆ ಮೂಲಕ ಸಂಸ್ಕೃತಿ, ಪರಂಪರೆಯನ್ನು ಮುಂದಿನ ಪೀಳಿಗೆಗೆ ತಲುಪಿಸಬೇಕು. ಮಕ್ಕಳಲ್ಲಿ ನಾಡು-ನುಡಿ ಬಗ್ಗೆ ಅಭಿಮಾನ ಬೆಳೆಸಬೇಕು ಎಂದರು.: [40, 1693, 258, 1794]
